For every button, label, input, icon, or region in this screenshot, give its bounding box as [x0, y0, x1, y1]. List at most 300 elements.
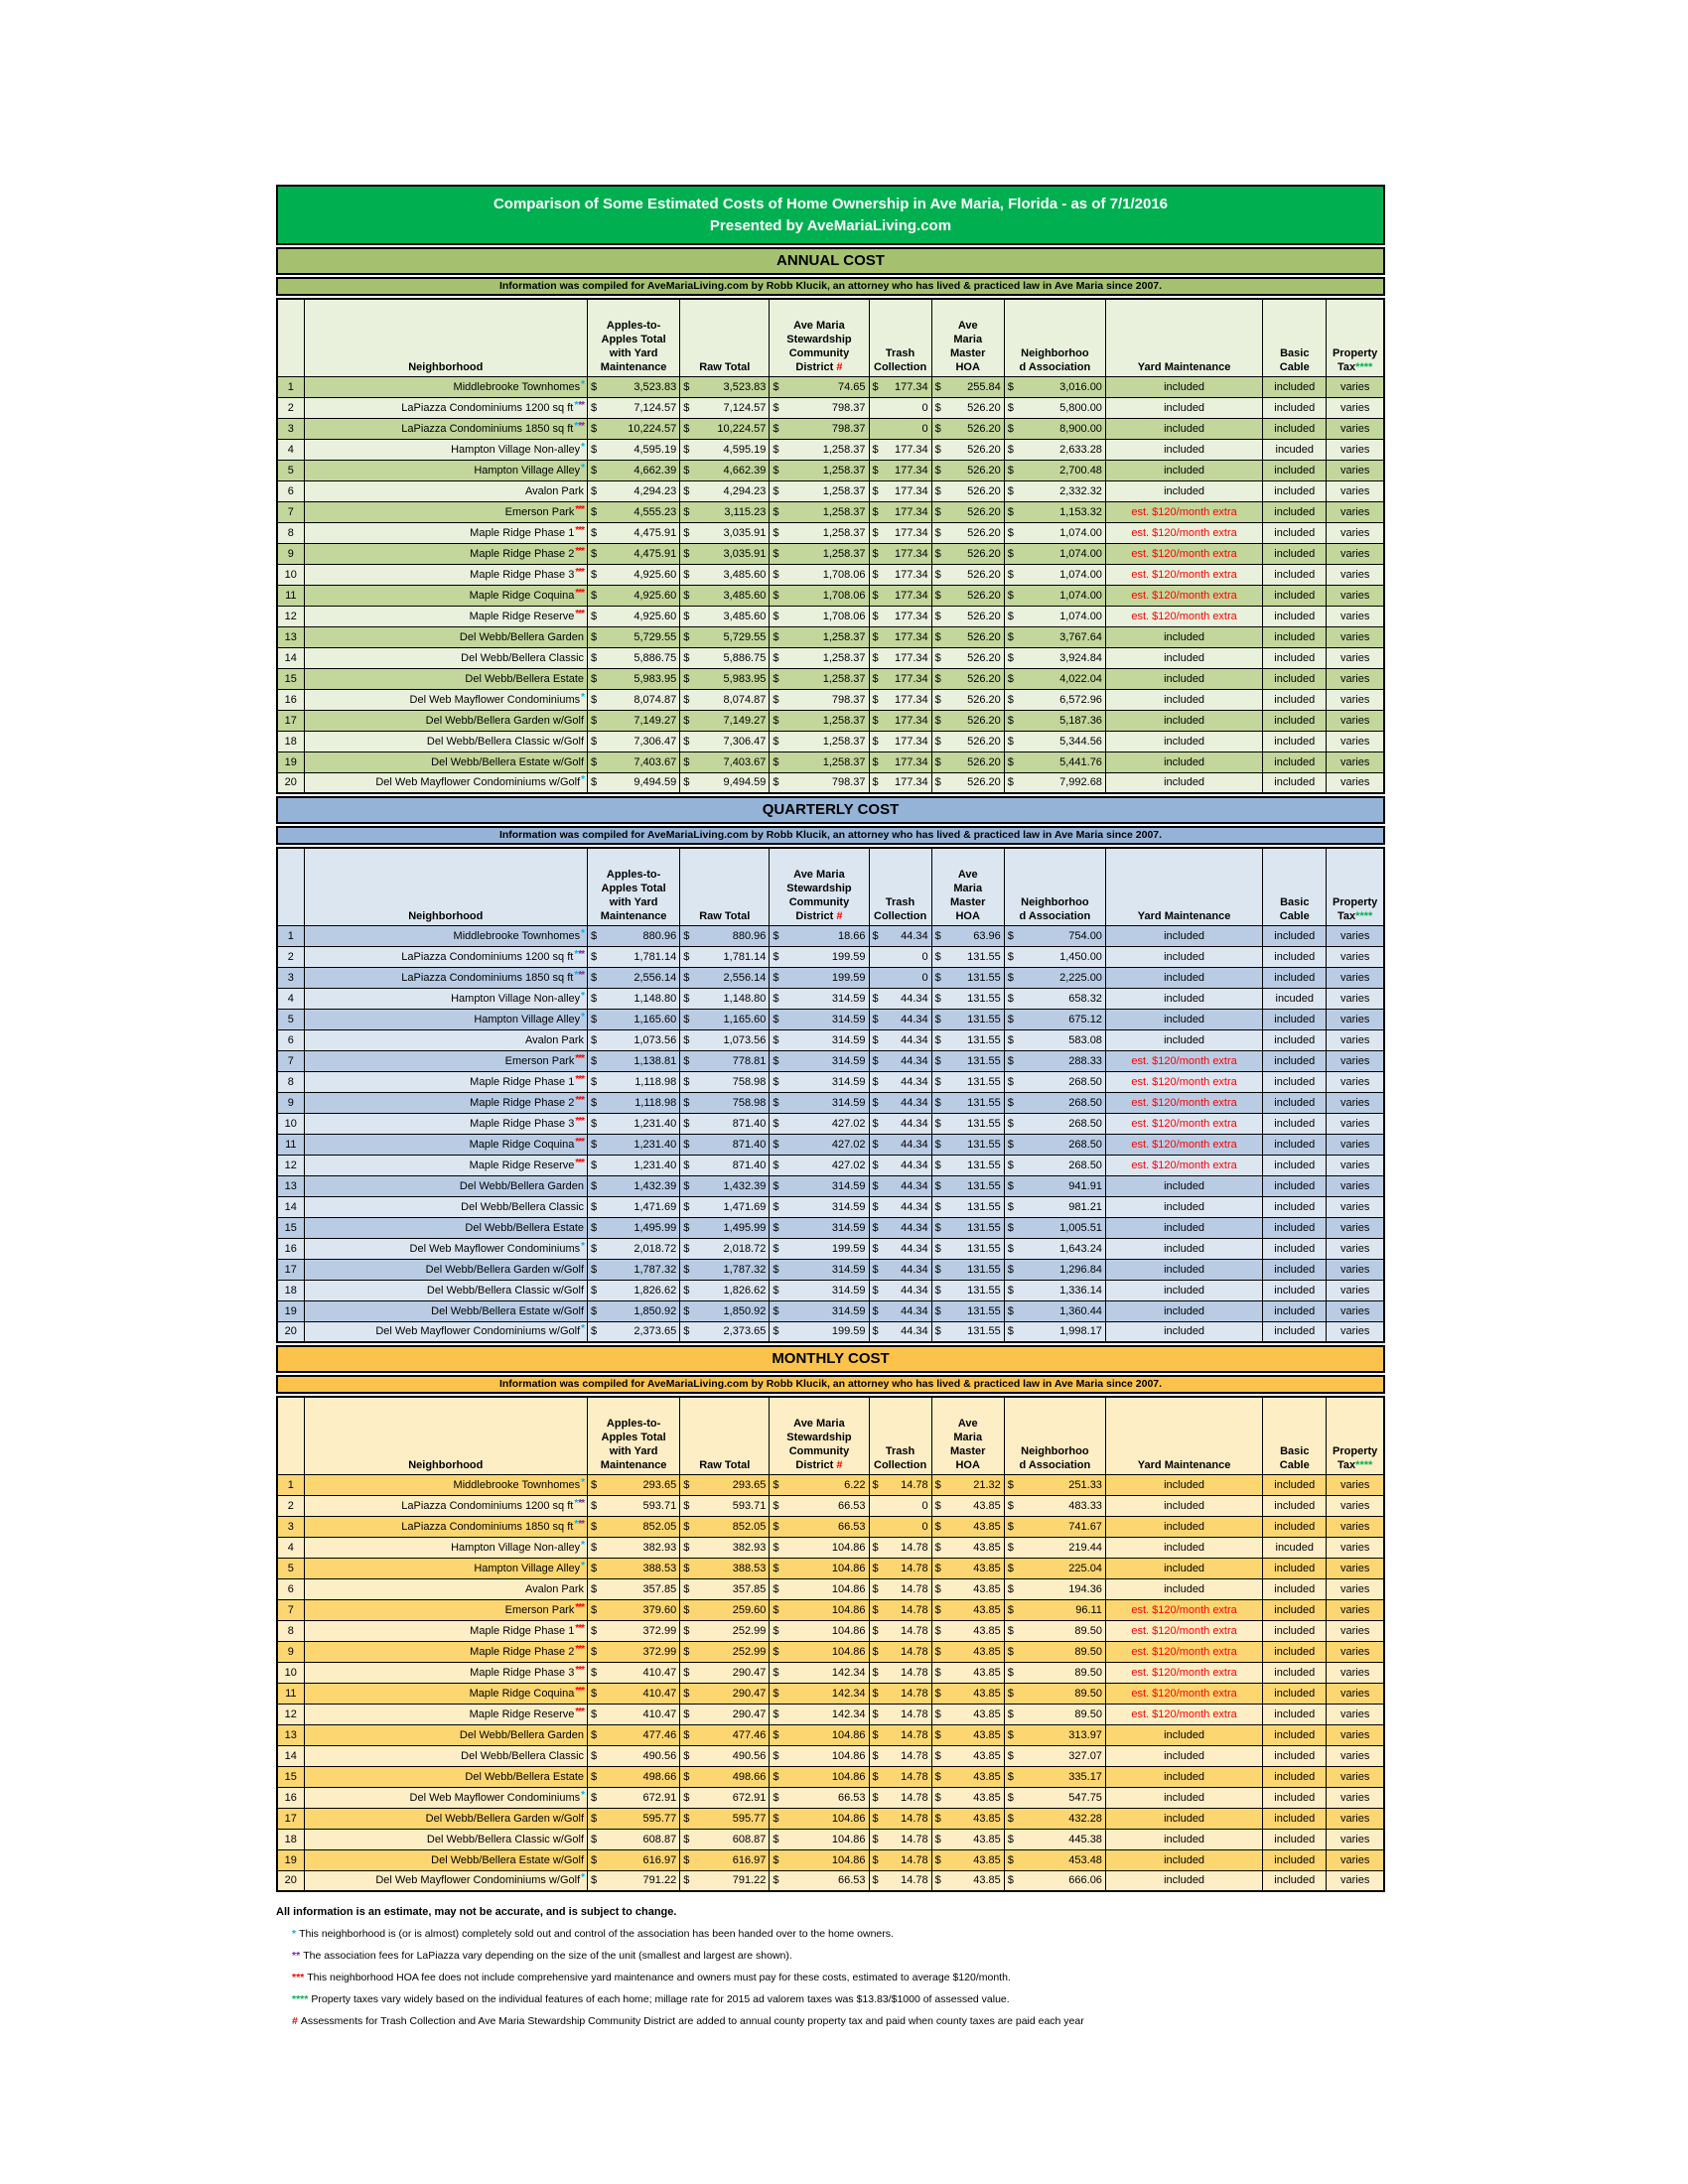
- dollar-sign: $: [591, 484, 598, 497]
- cell-hoa: [931, 376, 1004, 397]
- neighborhood-name: Middlebrooke Townhomes: [453, 929, 581, 942]
- association-value: 4,022.04: [1059, 672, 1102, 685]
- association-value: 8,900.00: [1059, 422, 1102, 435]
- hoa-value: 526.20: [967, 484, 1001, 497]
- apples-value: 791.22: [642, 1874, 677, 1887]
- hoa-value: 131.55: [967, 1013, 1001, 1025]
- header-cell-num: [277, 1397, 304, 1474]
- cell-apples: [588, 543, 680, 564]
- cell-trash: [869, 1238, 931, 1259]
- dollar-sign: $: [934, 1117, 941, 1130]
- dollar-sign: $: [591, 1263, 598, 1276]
- cell-district: [770, 460, 869, 480]
- cell-association: [1004, 1599, 1105, 1620]
- cell-cable: included: [1263, 1516, 1327, 1537]
- cell-association: [1004, 772, 1105, 793]
- dollar-sign: $: [591, 1666, 598, 1679]
- table-row: [277, 397, 1384, 418]
- cell-district: [770, 376, 869, 397]
- cell-row-number: 17: [277, 1259, 304, 1280]
- cell-neighborhood: [304, 1134, 588, 1155]
- cell-yard: included: [1105, 1321, 1262, 1342]
- cell-tax: varies: [1327, 626, 1384, 647]
- cell-row-number: 9: [277, 1092, 304, 1113]
- header-cell-hoa: Ave Maria Master HOA: [931, 848, 1004, 925]
- district-value: 1,258.37: [822, 755, 866, 768]
- cell-district: [770, 1829, 869, 1849]
- dollar-sign: $: [934, 1159, 941, 1171]
- dollar-sign: $: [591, 1770, 598, 1783]
- header-cell-hoa: Ave Maria Master HOA: [931, 1397, 1004, 1474]
- dollar-sign: $: [872, 1200, 879, 1213]
- dollar-sign: $: [683, 1304, 690, 1317]
- cell-district: [770, 522, 869, 543]
- dollar-sign: $: [773, 630, 779, 643]
- cell-association: [1004, 522, 1105, 543]
- cell-association: [1004, 710, 1105, 731]
- cell-neighborhood: [304, 1495, 588, 1516]
- cell-raw: [680, 1217, 770, 1238]
- cell-trash: [869, 543, 931, 564]
- dollar-sign: $: [1007, 464, 1014, 477]
- dollar-sign: $: [1007, 1520, 1014, 1533]
- cell-neighborhood: [304, 1537, 588, 1558]
- hoa-value: 43.85: [973, 1562, 1001, 1574]
- cell-yard: est. $120/month extra: [1105, 1134, 1262, 1155]
- table-row: [277, 1808, 1384, 1829]
- trash-value: 177.34: [894, 547, 928, 560]
- dollar-sign: $: [872, 1179, 879, 1192]
- cell-yard: included: [1105, 1495, 1262, 1516]
- dollar-sign: $: [1007, 1263, 1014, 1276]
- cell-neighborhood: [304, 946, 588, 967]
- dollar-sign: $: [683, 1200, 690, 1213]
- cell-row-number: 14: [277, 1196, 304, 1217]
- raw-value: 1,148.80: [723, 992, 767, 1005]
- trash-value: 14.78: [901, 1645, 928, 1658]
- cell-trash: [869, 1558, 931, 1578]
- trash-value: 177.34: [894, 693, 928, 706]
- dollar-sign: $: [1007, 589, 1014, 602]
- district-value: 104.86: [831, 1749, 866, 1762]
- cell-district: [770, 1321, 869, 1342]
- dollar-sign: $: [872, 1284, 879, 1297]
- cell-tax: varies: [1327, 751, 1384, 772]
- cell-row-number: 10: [277, 564, 304, 585]
- cell-cable: included: [1263, 1870, 1327, 1891]
- cell-raw: [680, 1578, 770, 1599]
- cell-district: [770, 585, 869, 606]
- trash-value: 44.34: [901, 1242, 928, 1255]
- hoa-value: 131.55: [967, 1159, 1001, 1171]
- dollar-sign: $: [872, 1242, 879, 1255]
- dollar-sign: $: [1007, 1687, 1014, 1700]
- cell-row-number: 2: [277, 1495, 304, 1516]
- cell-yard: est. $120/month extra: [1105, 585, 1262, 606]
- cell-yard: included: [1105, 1787, 1262, 1808]
- dollar-sign: $: [934, 1075, 941, 1088]
- raw-value: 1,471.69: [723, 1200, 767, 1213]
- cell-yard: est. $120/month extra: [1105, 1704, 1262, 1724]
- cell-neighborhood: [304, 988, 588, 1009]
- cell-tax: varies: [1327, 1113, 1384, 1134]
- dollar-sign: $: [1007, 1096, 1014, 1109]
- cell-trash: [869, 772, 931, 793]
- cell-row-number: 2: [277, 397, 304, 418]
- neighborhood-name: Del Webb/Bellera Garden: [459, 1179, 585, 1192]
- hoa-value: 131.55: [967, 1221, 1001, 1234]
- raw-value: 3,115.23: [724, 505, 767, 518]
- trash-value: 14.78: [901, 1624, 928, 1637]
- dollar-sign: $: [934, 992, 941, 1005]
- header-cell-num: [277, 848, 304, 925]
- cell-row-number: 16: [277, 1238, 304, 1259]
- cell-district: [770, 1217, 869, 1238]
- trash-value: 44.34: [901, 1263, 928, 1276]
- cell-trash: [869, 1537, 931, 1558]
- table-row: [277, 480, 1384, 501]
- dollar-sign: $: [872, 484, 879, 497]
- cell-trash: [869, 1870, 931, 1891]
- apples-value: 1,148.80: [633, 992, 677, 1005]
- raw-value: 593.71: [732, 1499, 767, 1512]
- dollar-sign: $: [591, 693, 598, 706]
- raw-value: 1,073.56: [723, 1033, 767, 1046]
- cell-tax: varies: [1327, 1516, 1384, 1537]
- cell-district: [770, 1009, 869, 1029]
- district-value: 1,258.37: [822, 464, 866, 477]
- cell-apples: [588, 689, 680, 710]
- cell-apples: [588, 1155, 680, 1175]
- dollar-sign: $: [591, 992, 598, 1005]
- table-row: [277, 564, 1384, 585]
- cell-row-number: 5: [277, 1558, 304, 1578]
- cell-hoa: [931, 439, 1004, 460]
- dollar-sign: $: [934, 1812, 941, 1825]
- dollar-sign: $: [934, 422, 941, 435]
- association-value: 3,016.00: [1059, 380, 1102, 393]
- cell-neighborhood: [304, 1300, 588, 1321]
- association-value: 1,074.00: [1059, 526, 1102, 539]
- cell-cable: included: [1263, 1683, 1327, 1704]
- table-row: [277, 1092, 1384, 1113]
- dollar-sign: $: [773, 1478, 779, 1491]
- header-cell-raw: Raw Total: [680, 848, 770, 925]
- dollar-sign: $: [872, 1541, 879, 1554]
- hoa-value: 43.85: [973, 1853, 1001, 1866]
- neighborhood-mark: *: [581, 927, 585, 939]
- cell-yard: included: [1105, 480, 1262, 501]
- dollar-sign: $: [591, 422, 598, 435]
- cell-trash: 0: [869, 1495, 931, 1516]
- cell-tax: varies: [1327, 967, 1384, 988]
- dollar-sign: $: [591, 1096, 598, 1109]
- dollar-sign: $: [591, 1687, 598, 1700]
- raw-value: 8,074.87: [723, 693, 767, 706]
- neighborhood-name: LaPiazza Condominiums 1200 sq ft: [401, 1499, 574, 1512]
- neighborhood-name: Del Webb/Bellera Estate: [465, 1221, 585, 1234]
- dollar-sign: $: [872, 1728, 879, 1741]
- cell-apples: [588, 439, 680, 460]
- dollar-sign: $: [1007, 1853, 1014, 1866]
- trash-value: 44.34: [901, 1200, 928, 1213]
- trash-value: 177.34: [894, 526, 928, 539]
- cell-row-number: 20: [277, 1321, 304, 1342]
- cell-tax: varies: [1327, 1537, 1384, 1558]
- cell-hoa: [931, 967, 1004, 988]
- cell-raw: [680, 967, 770, 988]
- trash-value: 14.78: [901, 1478, 928, 1491]
- hoa-value: 526.20: [967, 672, 1001, 685]
- cell-hoa: [931, 1092, 1004, 1113]
- cell-row-number: 2: [277, 946, 304, 967]
- cell-trash: [869, 1217, 931, 1238]
- district-value: 1,258.37: [822, 505, 866, 518]
- dollar-sign: $: [872, 505, 879, 518]
- header-cell-neighborhood: Neighborhood: [304, 1397, 588, 1474]
- association-value: 89.50: [1074, 1666, 1102, 1679]
- raw-value: 5,983.95: [723, 672, 767, 685]
- cell-neighborhood: [304, 1050, 588, 1071]
- header-suffix-tax: ****: [1355, 360, 1373, 373]
- neighborhood-name: Emerson Park: [504, 1054, 575, 1067]
- dollar-sign: $: [591, 505, 598, 518]
- cell-hoa: [931, 1558, 1004, 1578]
- cell-yard: included: [1105, 1259, 1262, 1280]
- cell-row-number: 17: [277, 710, 304, 731]
- cell-apples: [588, 1474, 680, 1495]
- dollar-sign: $: [872, 380, 879, 393]
- neighborhood-name: Hampton Village Alley: [474, 1562, 581, 1574]
- table-row: [277, 1849, 1384, 1870]
- association-value: 1,336.14: [1059, 1284, 1102, 1297]
- neighborhood-mark: *: [581, 1323, 585, 1335]
- apples-value: 4,925.60: [633, 589, 677, 602]
- apples-value: 616.97: [642, 1853, 677, 1866]
- trash-value: 177.34: [894, 589, 928, 602]
- cell-trash: 0: [869, 967, 931, 988]
- cell-neighborhood: [304, 1599, 588, 1620]
- association-value: 1,074.00: [1059, 589, 1102, 602]
- cell-cable: included: [1263, 1829, 1327, 1849]
- cell-hoa: [931, 460, 1004, 480]
- cell-trash: [869, 1009, 931, 1029]
- cell-apples: [588, 1808, 680, 1829]
- dollar-sign: $: [1007, 526, 1014, 539]
- association-value: 7,992.68: [1059, 776, 1102, 789]
- cell-raw: [680, 480, 770, 501]
- cell-apples: [588, 1787, 680, 1808]
- dollar-sign: $: [591, 735, 598, 748]
- footnotes: [276, 1902, 1385, 2032]
- hoa-value: 131.55: [967, 950, 1001, 963]
- trash-value: 177.34: [894, 714, 928, 727]
- cell-raw: [680, 1238, 770, 1259]
- raw-value: 1,495.99: [723, 1221, 767, 1234]
- dollar-sign: $: [934, 1541, 941, 1554]
- apples-value: 1,787.32: [633, 1263, 677, 1276]
- apples-value: 880.96: [642, 929, 677, 942]
- cell-apples: [588, 1092, 680, 1113]
- cell-raw: [680, 710, 770, 731]
- hoa-value: 43.85: [973, 1499, 1001, 1512]
- association-value: 1,074.00: [1059, 568, 1102, 581]
- dollar-sign: $: [934, 1054, 941, 1067]
- cell-trash: [869, 1113, 931, 1134]
- cell-association: [1004, 1620, 1105, 1641]
- association-value: 3,924.84: [1059, 651, 1102, 664]
- cell-yard: included: [1105, 1766, 1262, 1787]
- neighborhood-name: Del Webb/Bellera Classic: [461, 651, 585, 664]
- cell-row-number: 1: [277, 376, 304, 397]
- raw-value: 290.47: [732, 1687, 767, 1700]
- dollar-sign: $: [1007, 380, 1014, 393]
- dollar-sign: $: [773, 1728, 779, 1741]
- raw-value: 7,306.47: [723, 735, 767, 748]
- apples-value: 4,925.60: [633, 568, 677, 581]
- cell-hoa: [931, 1599, 1004, 1620]
- trash-value: 177.34: [894, 735, 928, 748]
- dollar-sign: $: [872, 929, 879, 942]
- trash-value: 177.34: [894, 443, 928, 456]
- cell-tax: varies: [1327, 1787, 1384, 1808]
- neighborhood-name: Maple Ridge Phase 1: [470, 1624, 575, 1637]
- footnote: [276, 1988, 1385, 2010]
- title-line-1: Comparison of Some Estimated Costs of Home Ownership in Ave Maria, Florida - as of 7/1/2016: [492, 196, 1169, 212]
- dollar-sign: $: [683, 1874, 690, 1887]
- cell-hoa: [931, 397, 1004, 418]
- cell-apples: [588, 501, 680, 522]
- cell-tax: varies: [1327, 501, 1384, 522]
- header-suffix-tax: ****: [1355, 1458, 1373, 1471]
- hoa-value: 131.55: [967, 1263, 1001, 1276]
- trash-value: 44.34: [901, 1304, 928, 1317]
- cell-tax: varies: [1327, 1495, 1384, 1516]
- raw-value: 871.40: [732, 1117, 767, 1130]
- dollar-sign: $: [683, 1707, 690, 1720]
- dollar-sign: $: [934, 1707, 941, 1720]
- neighborhood-name: Del Webb/Bellera Garden w/Golf: [425, 1812, 585, 1825]
- association-value: 89.50: [1074, 1687, 1102, 1700]
- cell-neighborhood: [304, 1787, 588, 1808]
- association-value: 547.75: [1068, 1791, 1102, 1804]
- cell-cable: included: [1263, 1280, 1327, 1300]
- dollar-sign: $: [773, 1791, 779, 1804]
- cell-apples: [588, 1641, 680, 1662]
- neighborhood-name: Maple Ridge Phase 2: [470, 547, 575, 560]
- association-value: 194.36: [1068, 1582, 1102, 1595]
- cell-tax: varies: [1327, 1599, 1384, 1620]
- cell-hoa: [931, 1578, 1004, 1599]
- dollar-sign: $: [683, 1325, 690, 1338]
- cell-apples: [588, 988, 680, 1009]
- apples-value: 1,231.40: [633, 1117, 677, 1130]
- cell-yard: est. $120/month extra: [1105, 1641, 1262, 1662]
- hoa-value: 526.20: [967, 443, 1001, 456]
- dollar-sign: $: [1007, 971, 1014, 984]
- hoa-value: 43.85: [973, 1666, 1001, 1679]
- neighborhood-mark: **: [578, 399, 585, 411]
- cell-apples: [588, 1537, 680, 1558]
- dollar-sign: $: [934, 1687, 941, 1700]
- table-row: [277, 1238, 1384, 1259]
- dollar-sign: $: [934, 1645, 941, 1658]
- dollar-sign: $: [591, 1117, 598, 1130]
- cell-neighborhood: [304, 1683, 588, 1704]
- neighborhood-mark: *: [574, 1497, 578, 1509]
- cell-tax: varies: [1327, 1217, 1384, 1238]
- cell-neighborhood: [304, 751, 588, 772]
- neighborhood-name: LaPiazza Condominiums 1850 sq ft: [401, 422, 574, 435]
- dollar-sign: $: [683, 1520, 690, 1533]
- district-value: 798.37: [831, 422, 866, 435]
- cell-tax: varies: [1327, 439, 1384, 460]
- cell-association: [1004, 1662, 1105, 1683]
- dollar-sign: $: [683, 630, 690, 643]
- cell-hoa: [931, 925, 1004, 946]
- raw-value: 2,556.14: [723, 971, 767, 984]
- cell-raw: [680, 1537, 770, 1558]
- cell-hoa: [931, 1662, 1004, 1683]
- raw-value: 1,432.39: [723, 1179, 767, 1192]
- cell-hoa: [931, 946, 1004, 967]
- apples-value: 4,475.91: [633, 526, 677, 539]
- cell-apples: [588, 946, 680, 967]
- dollar-sign: $: [1007, 1499, 1014, 1512]
- cell-hoa: [931, 988, 1004, 1009]
- trash-value: 44.34: [901, 1284, 928, 1297]
- hoa-value: 43.85: [973, 1541, 1001, 1554]
- cell-cable: included: [1263, 925, 1327, 946]
- cell-association: [1004, 647, 1105, 668]
- cell-trash: [869, 1029, 931, 1050]
- dollar-sign: $: [872, 1770, 879, 1783]
- dollar-sign: $: [591, 1791, 598, 1804]
- table-row: [277, 1495, 1384, 1516]
- trash-value: 14.78: [901, 1541, 928, 1554]
- dollar-sign: $: [934, 651, 941, 664]
- cell-trash: [869, 1300, 931, 1321]
- dollar-sign: $: [872, 1687, 879, 1700]
- dollar-sign: $: [934, 630, 941, 643]
- table-row: [277, 710, 1384, 731]
- cell-tax: varies: [1327, 772, 1384, 793]
- dollar-sign: $: [683, 1075, 690, 1088]
- dollar-sign: $: [1007, 1075, 1014, 1088]
- dollar-sign: $: [683, 380, 690, 393]
- cell-yard: included: [1105, 1217, 1262, 1238]
- cell-cable: included: [1263, 1474, 1327, 1495]
- association-value: 268.50: [1068, 1075, 1102, 1088]
- cell-hoa: [931, 1766, 1004, 1787]
- hoa-value: 43.85: [973, 1645, 1001, 1658]
- apples-value: 410.47: [642, 1707, 677, 1720]
- cell-hoa: [931, 1683, 1004, 1704]
- cell-raw: [680, 689, 770, 710]
- trash-value: 177.34: [894, 776, 928, 789]
- cell-apples: [588, 1300, 680, 1321]
- dollar-sign: $: [872, 610, 879, 622]
- association-value: 1,998.17: [1059, 1325, 1102, 1338]
- dollar-sign: $: [1007, 776, 1014, 789]
- cell-row-number: 13: [277, 1175, 304, 1196]
- cell-trash: [869, 522, 931, 543]
- cell-district: [770, 1071, 869, 1092]
- cell-row-number: 4: [277, 1537, 304, 1558]
- cell-cable: included: [1263, 1300, 1327, 1321]
- cell-raw: [680, 1134, 770, 1155]
- cell-tax: varies: [1327, 647, 1384, 668]
